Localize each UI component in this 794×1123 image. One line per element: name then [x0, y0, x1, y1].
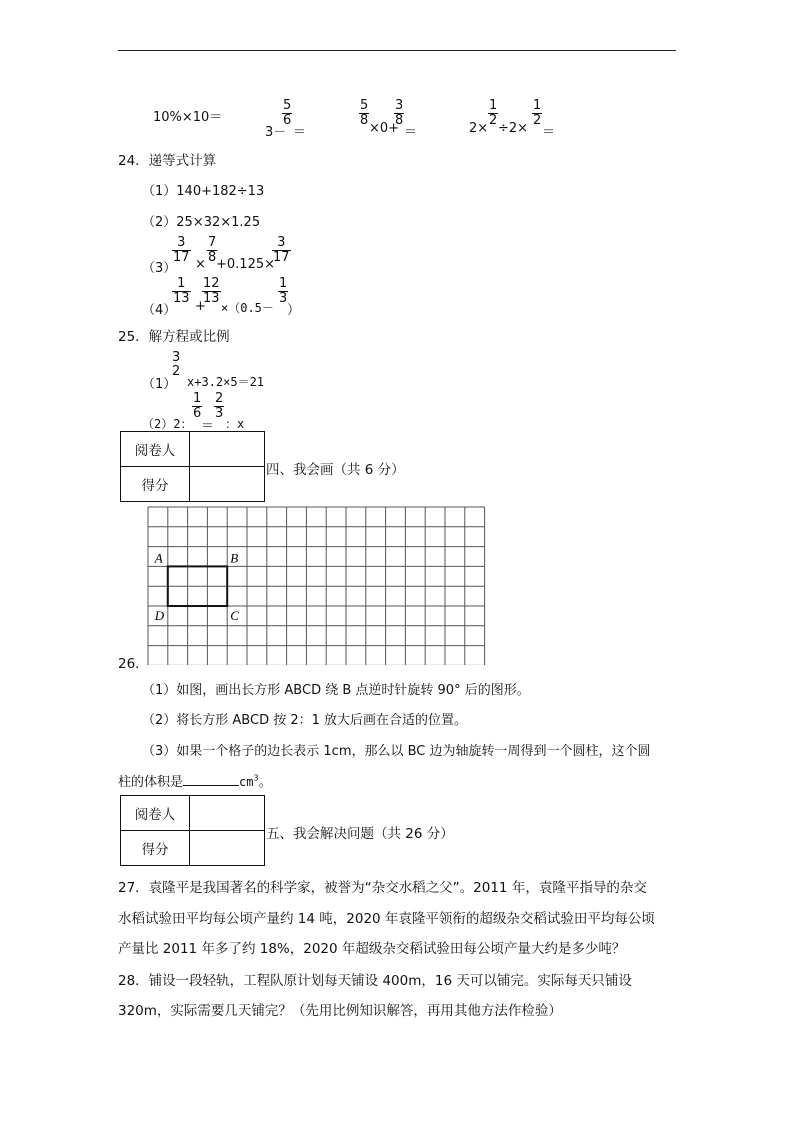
denominator: 3 — [215, 406, 224, 421]
calc-item-4-pre: 2× — [469, 121, 489, 136]
reviewer-cell — [190, 432, 265, 467]
numerator: 3 — [277, 235, 286, 250]
fraction — [282, 99, 292, 128]
fraction — [488, 99, 498, 128]
denominator: 17 — [273, 250, 290, 265]
score-cell — [190, 467, 265, 502]
fraction — [532, 99, 542, 128]
question-27-line-1: 27．袁隆平是我国著名的科学家，被誉为“杂交水稻之父”。2011 年，袁隆平指导的杂交 — [118, 880, 647, 896]
question-25-title: 25．解方程或比例 — [118, 329, 230, 345]
question-25-part-2-label: （2）2： — [142, 417, 193, 431]
question-25-part-1-label: （1） — [142, 377, 177, 392]
operator: + — [195, 299, 206, 314]
denominator: 8 — [208, 250, 217, 265]
numerator: 5 — [283, 98, 292, 113]
question-28-line-1: 28．铺设一段轻轨，工程队原计划每天铺设 400m，16 天可以铺完。实际每天只铺设 — [118, 973, 632, 989]
numerator: 1 — [489, 98, 498, 113]
answer-blank[interactable] — [183, 773, 239, 786]
fraction — [172, 277, 191, 306]
question-24-part-4-mid: ×（0.5－ — [221, 301, 274, 315]
label-a: A — [154, 550, 163, 566]
question-24-part-1: （1）140+182÷13 — [142, 184, 265, 199]
question-26-part-1: （1）如图，画出长方形 ABCD 绕 B 点逆时针旋转 90° 后的图形。 — [142, 683, 530, 698]
denominator: 2 — [489, 113, 498, 128]
numerator: 3 — [172, 350, 181, 365]
fraction — [171, 351, 181, 379]
fraction — [272, 236, 291, 265]
question-24-part-3-label: （3） — [142, 261, 177, 276]
numerator: 3 — [395, 98, 404, 113]
score-box — [120, 795, 265, 866]
section-5-heading: 五、我会解决问题（共 26 分） — [266, 826, 454, 842]
question-28-line-2: 320m，实际需要几天铺完？（先用比例知识解答，再用其他方法作检验） — [118, 1003, 562, 1019]
fraction — [394, 99, 404, 128]
fraction — [172, 236, 191, 265]
equals-sign: ＝ — [201, 419, 215, 434]
question-26-part-3-line-2 — [118, 771, 272, 790]
question-24-title: 24．递等式计算 — [118, 153, 217, 169]
denominator: 2 — [533, 113, 542, 128]
period: 。 — [258, 775, 272, 790]
question-25-part-2-rest: ：x — [225, 417, 245, 431]
question-26-part-3-line-1: （3）如果一个格子的边长表示 1cm，那么以 BC 边为轴旋转一周得到一个圆柱，这个圆 — [142, 744, 651, 759]
section-4-heading: 四、我会画（共 6 分） — [266, 462, 405, 478]
denominator: 6 — [193, 406, 202, 421]
question-25-part-1-rest: x+3.2×5＝21 — [187, 375, 265, 389]
score-box — [120, 431, 265, 502]
reviewer-cell — [190, 796, 265, 831]
calc-item-4-mid: ÷2× — [498, 121, 529, 136]
question-24-part-2: （2）25×32×1.25 — [142, 215, 261, 230]
line-text: 柱的体积是 — [118, 775, 184, 790]
numerator: 1 — [533, 98, 542, 113]
denominator: 17 — [173, 250, 190, 265]
numerator: 7 — [208, 235, 217, 250]
fraction — [359, 99, 369, 128]
denominator: 13 — [173, 291, 190, 306]
label-c: C — [230, 608, 239, 623]
question-24-part-4-label: （4） — [142, 303, 177, 318]
question-27-line-3: 产量比 2011 年多了约 18%，2020 年超级杂交稻试验田每公顷产量大约是多少吨？ — [118, 941, 626, 957]
operator: × — [195, 257, 206, 272]
numerator: 2 — [215, 391, 224, 406]
question-26-part-2: （2）将长方形 ABCD 按 2：1 放大后画在合适的位置。 — [142, 713, 468, 728]
calc-item-4-post: ＝ — [542, 125, 556, 140]
question-27-line-2: 水稻试验田平均每公顷产量约 14 吨，2020 年袁隆平领衔的超级杂交稻试验田平均每公顷 — [118, 911, 655, 927]
unit-exponent: 3 — [253, 773, 259, 783]
calc-item-3-post: ＝ — [404, 125, 418, 140]
reviewer-label: 阅卷人 — [121, 432, 190, 467]
question-26-number: 26． — [118, 656, 149, 672]
denominator: 13 — [203, 291, 220, 306]
numerator: 1 — [177, 276, 186, 291]
label-b: B — [230, 550, 239, 566]
numerator: 1 — [279, 276, 288, 291]
score-label: 得分 — [121, 831, 190, 866]
reviewer-label: 阅卷人 — [121, 796, 190, 831]
question-24-part-4-end: ） — [287, 303, 301, 318]
calc-item-2-post: ＝ — [293, 125, 307, 140]
calc-item-1: 10%×10＝ — [153, 110, 223, 125]
denominator: 6 — [283, 113, 292, 128]
grid-figure — [145, 505, 489, 665]
numerator: 12 — [203, 276, 220, 291]
unit: cm — [239, 775, 254, 789]
numerator: 1 — [193, 391, 202, 406]
fraction — [214, 392, 224, 421]
fraction — [202, 277, 221, 306]
denominator: 2 — [172, 364, 181, 379]
header-rule — [118, 50, 676, 51]
score-label: 得分 — [121, 467, 190, 502]
numerator: 3 — [177, 235, 186, 250]
denominator: 8 — [360, 113, 369, 128]
calc-item-2-pre: 3－ — [265, 125, 287, 140]
score-cell — [190, 831, 265, 866]
question-24-part-3-mid: +0.125× — [216, 257, 276, 272]
grid-lines — [148, 507, 485, 665]
calc-item-3-mid: ×0+ — [369, 121, 400, 136]
numerator: 5 — [360, 98, 369, 113]
label-d: D — [154, 608, 165, 623]
denominator: 3 — [279, 291, 288, 306]
denominator: 8 — [395, 113, 404, 128]
